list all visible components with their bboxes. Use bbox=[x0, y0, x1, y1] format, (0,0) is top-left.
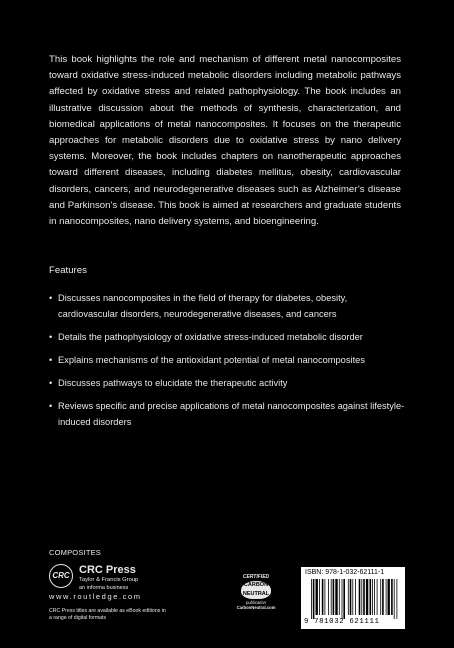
feature-item bbox=[49, 329, 409, 345]
carbon-publication-label: publication bbox=[245, 600, 267, 605]
feature-item bbox=[49, 398, 409, 430]
publisher-group: Taylor & Francis Group bbox=[79, 577, 139, 583]
feature-text: Reviews specific and precise applications of metal nanocomposites against lifestyle-induced disorders bbox=[58, 401, 405, 427]
carbon-neutral-badge bbox=[233, 574, 279, 620]
feature-text: Discusses nanocomposites in the field of therapy for diabetes, obesity, cardiovascular disorders, neurodegenerative diseases, and cancers bbox=[58, 293, 348, 319]
bullet-icon: • bbox=[49, 401, 53, 411]
barcode-icon bbox=[305, 579, 401, 619]
features-heading: Features bbox=[49, 265, 87, 276]
carbon-neutral-url: CarbonNeutral.com bbox=[236, 605, 276, 610]
bullet-icon: • bbox=[49, 293, 53, 303]
bullet-icon: • bbox=[49, 378, 53, 388]
publisher-tagline: an informa business bbox=[79, 585, 129, 591]
carbon-certified-label: CERTIFIED bbox=[242, 574, 270, 580]
crc-logo-icon: CRC bbox=[49, 564, 73, 588]
feature-text: Details the pathophysiology of oxidative stress-induced metabolic disorder bbox=[58, 332, 363, 342]
feature-item bbox=[49, 290, 409, 322]
isbn-label: ISBN: 978-1-032-62111-1 bbox=[305, 569, 385, 576]
isbn-barcode-box bbox=[301, 567, 405, 629]
publisher-url: www.routledge.com bbox=[49, 592, 142, 601]
bullet-icon: • bbox=[49, 355, 53, 365]
bullet-icon: • bbox=[49, 332, 53, 342]
ean-number: 9 781032 621111 bbox=[304, 618, 380, 626]
publisher-name: CRC Press bbox=[79, 564, 136, 576]
ebook-note: CRC Press titles are available as eBook editions in a range of digital formats bbox=[49, 608, 166, 621]
book-description: This book highlights the role and mechanism of different metal nanocomposites toward oxidative stress-induced metabolic disorders including metabolic pathways affected by oxidative stress and related pathophysiology. The book includes an illustrative discussion about the methods of synthesis, characterization, and biomedical applications of metal nanocomposites. It focuses on the therapeutic approaches for metabolic disorders due to oxidative stress by nano delivery systems. Moreover, the book includes chapters on nanotherapeutic approaches toward different diseases, including diabetes mellitus, obesity, cardiovascular disorders, cancers, and neurodegenerative diseases such as Alzheimer’s disease and Parkinson’s disease. This book is aimed at researchers and graduate students in nanocomposites, nano delivery systems, and bioengineering. bbox=[49, 54, 401, 228]
feature-item bbox=[49, 352, 409, 368]
features-list bbox=[49, 290, 409, 437]
category-label: COMPOSITES bbox=[49, 548, 102, 557]
feature-text: Discusses pathways to elucidate the therapeutic activity bbox=[58, 378, 288, 388]
feature-text: Explains mechanisms of the antioxidant potential of metal nanocomposites bbox=[58, 355, 365, 365]
feature-item bbox=[49, 375, 409, 391]
carbon-neutral-icon: CARBON NEUTRAL bbox=[242, 582, 270, 597]
